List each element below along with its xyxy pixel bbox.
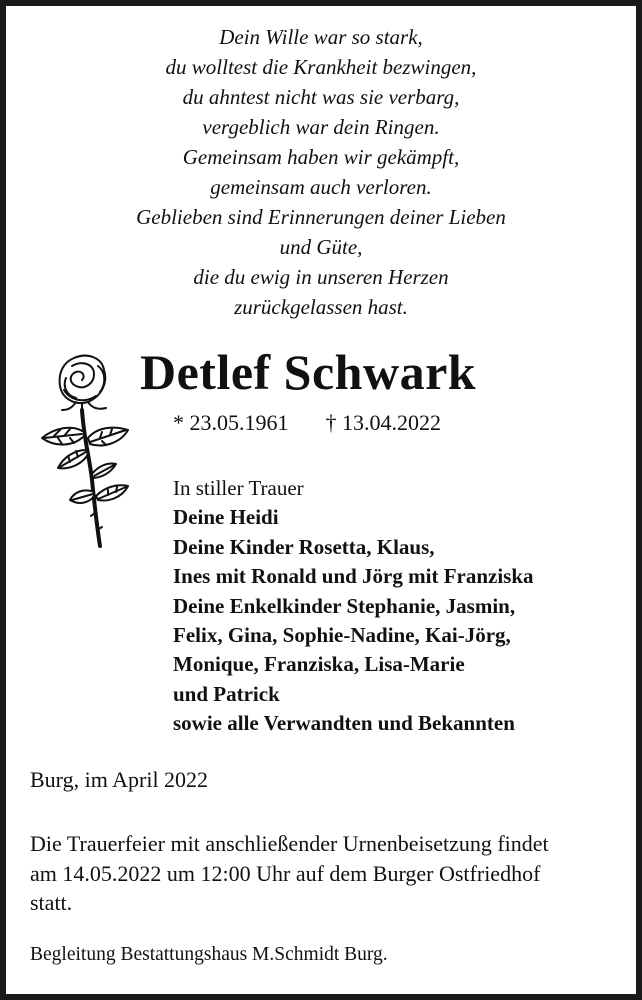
mourners-block <box>173 474 534 739</box>
birth-date: 23.05.1961 <box>189 410 289 435</box>
poem-line: die du ewig in unseren Herzen <box>193 265 449 289</box>
mourner-line: Ines mit Ronald und Jörg mit Franziska <box>173 564 534 589</box>
poem-line: zurückgelassen hast. <box>234 295 408 319</box>
death-symbol: † <box>325 410 337 435</box>
mourner-line: Monique, Franziska, Lisa-Marie <box>173 652 465 677</box>
deceased-name: Detlef Schwark <box>140 344 477 400</box>
poem-line: Dein Wille war so stark, <box>219 25 423 49</box>
poem-line: du ahntest nicht was sie verbarg, <box>182 85 460 109</box>
funeral-home: Begleitung Bestattungshaus M.Schmidt Burg. <box>30 944 388 965</box>
life-dates <box>173 410 441 436</box>
poem-line: vergeblich war dein Ringen. <box>202 115 440 139</box>
service-line: statt. <box>30 890 73 915</box>
poem <box>6 22 636 322</box>
birth-symbol: * <box>173 410 184 435</box>
poem-line: Geblieben sind Erinnerungen deiner Lieben <box>136 205 506 229</box>
mourner-line: Deine Kinder Rosetta, Klaus, <box>173 534 435 559</box>
mourning-intro: In stiller Trauer <box>173 476 304 500</box>
place-date: Burg, im April 2022 <box>30 767 209 792</box>
poem-line: du wolltest die Krankheit bezwingen, <box>165 55 477 79</box>
service-line: am 14.05.2022 um 12:00 Uhr auf dem Burger Ostfriedhof <box>30 860 541 886</box>
mourner-line: Deine Heidi <box>173 505 279 530</box>
death-date: 13.04.2022 <box>342 410 441 435</box>
poem-line: Gemeinsam haben wir gekämpft, <box>182 145 460 169</box>
mourner-line: Deine Enkelkinder Stephanie, Jasmin, <box>173 593 516 618</box>
poem-line: und Güte, <box>279 235 363 259</box>
service-notice <box>30 829 549 918</box>
mourner-line: und Patrick <box>173 681 280 706</box>
service-line: Die Trauerfeier mit anschließender Urnenbeisetzung findet <box>30 831 549 856</box>
rose-icon <box>36 350 148 560</box>
poem-line: gemeinsam auch verloren. <box>210 175 432 199</box>
mourner-line: sowie alle Verwandten und Bekannten <box>173 711 515 736</box>
mourner-line: Felix, Gina, Sophie-Nadine, Kai-Jörg, <box>173 623 511 648</box>
